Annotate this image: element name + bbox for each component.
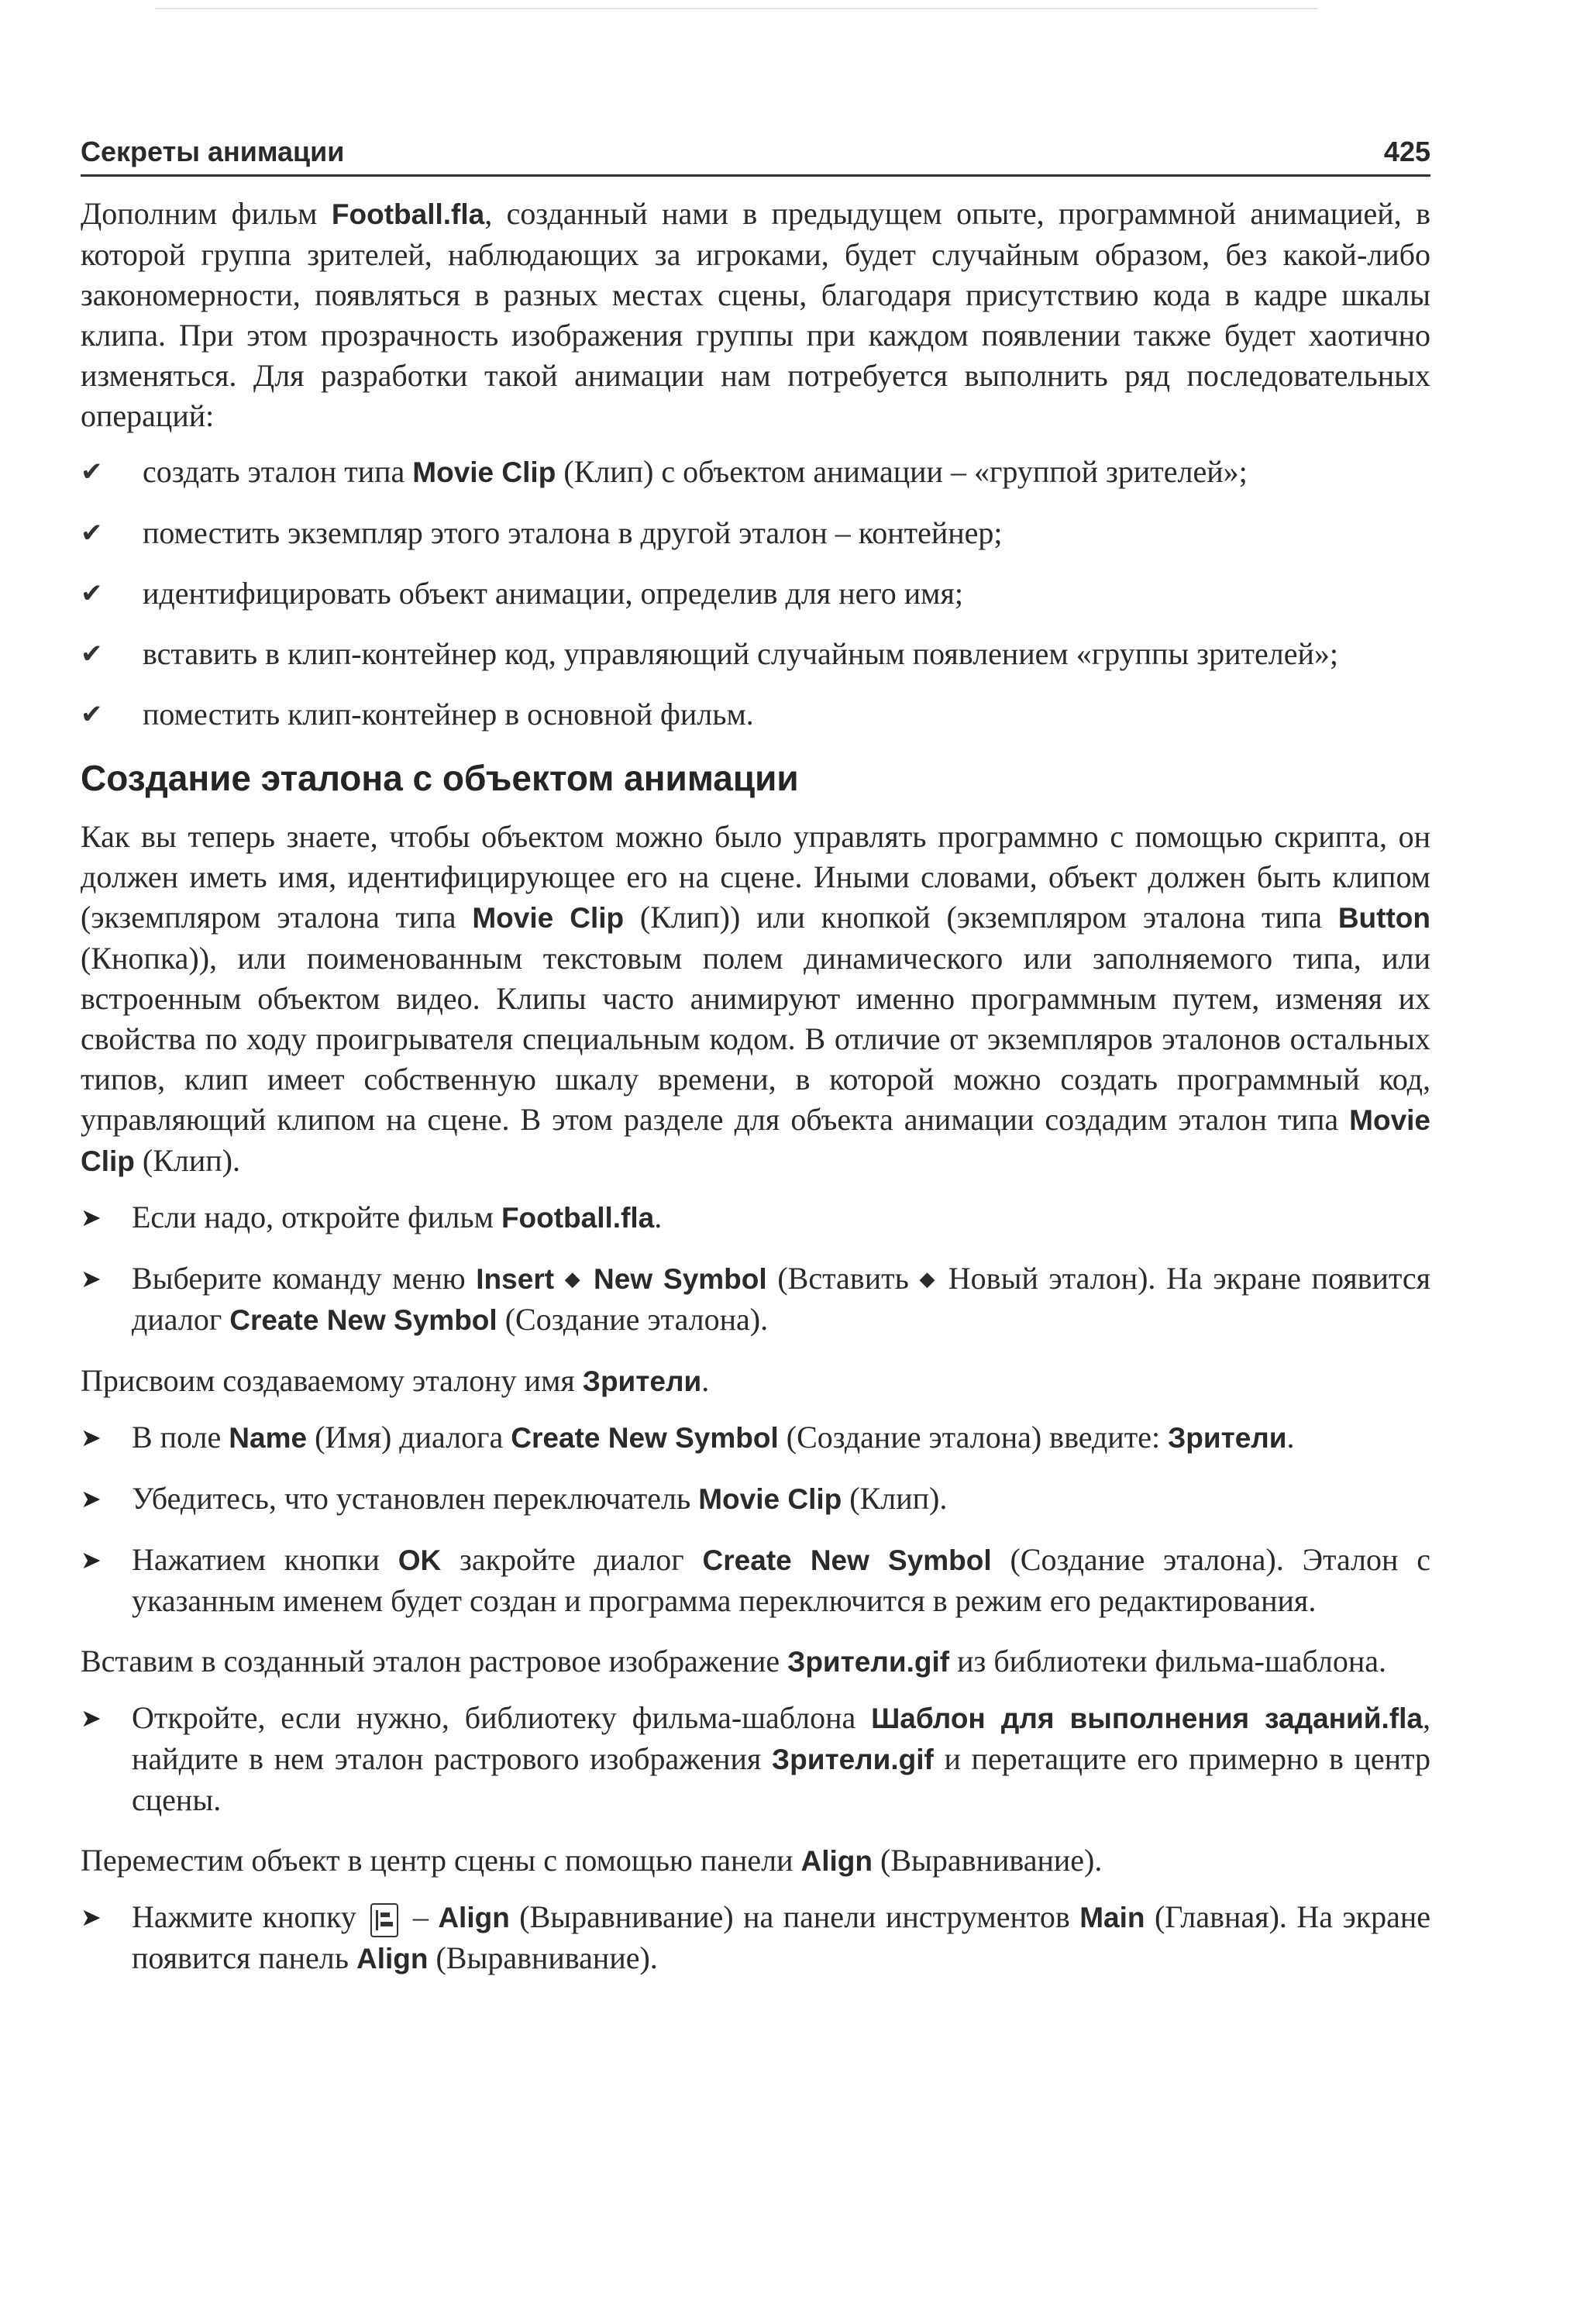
steps-list-3 xyxy=(81,1698,1430,1820)
check-icon: ✔ xyxy=(81,456,103,487)
list-item: ✔ поместить клип-контейнер в основной фильм. xyxy=(81,694,1430,735)
list-item: ✔ поместить экземпляр этого эталона в другой эталон – контейнер; xyxy=(81,513,1430,553)
running-head xyxy=(81,132,1430,177)
step-item: ➤ Нажмите кнопку – Align (Выравнивание) на панели инструментов Main (Главная). На экране появится панель Align (Выравнивание). xyxy=(81,1897,1430,1979)
section-heading: Создание эталона с объектом анимации xyxy=(81,758,799,798)
list-item: ✔ создать эталон типа Movie Clip (Клип) с объектом анимации – «группой зрителей»; xyxy=(81,452,1430,493)
step-item: ➤ Откройте, если нужно, библиотеку фильма-шаблона Шаблон для выполнения заданий.fla, найдите в нем эталон растрового изображения Зрители.gif и перетащите его примерно в центр сцены. xyxy=(81,1698,1430,1820)
chapter-title: Секреты анимации xyxy=(81,136,345,167)
align-button-icon xyxy=(370,1903,398,1937)
diamond-separator-icon: ◆ xyxy=(564,1268,584,1291)
check-icon: ✔ xyxy=(81,518,103,549)
check-icon: ✔ xyxy=(81,578,103,609)
step-item: ➤ Убедитесь, что установлен переключатель Movie Clip (Клип). xyxy=(81,1479,1430,1520)
body-paragraph: Вставим в созданный эталон растровое изображение Зрители.gif из библиотеки фильма-шаблона. xyxy=(81,1644,1387,1678)
steps-list-1 xyxy=(81,1197,1430,1341)
steps-list-4 xyxy=(81,1897,1430,1979)
step-item: ➤ Выберите команду меню Insert ◆ New Symbol (Вставить ◆ Новый эталон). На экране появится диалог Create New Symbol (Создание эталона). xyxy=(81,1258,1430,1341)
page-number: 425 xyxy=(1383,136,1430,167)
book-page xyxy=(81,0,1430,2324)
check-icon: ✔ xyxy=(81,639,103,670)
arrow-icon: ➤ xyxy=(81,1264,102,1293)
intro-paragraph: Дополним фильм Football.fla, созданный нами в предыдущем опыте, программной анимацией, в которой группа зрителей, наблюдающих за игроками, будет случайным образом, без какой-либо закономерности, появляться в разных местах сцены, благодаря присутствию кода в кадре шкалы клипа. При этом прозрачность изображения группы при каждом появлении также будет хаотично изменяться. Для разработки такой анимации нам потребуется выполнить ряд последовательных операций: xyxy=(81,196,1430,433)
list-item: ✔ идентифицировать объект анимации, определив для него имя; xyxy=(81,573,1430,614)
steps-list-2 xyxy=(81,1417,1430,1621)
arrow-icon: ➤ xyxy=(81,1484,102,1513)
check-icon: ✔ xyxy=(81,699,103,730)
operations-checklist xyxy=(81,452,1430,735)
arrow-icon: ➤ xyxy=(81,1703,102,1733)
arrow-icon: ➤ xyxy=(81,1545,102,1575)
body-paragraph: Присвоим создаваемому эталону имя Зрители. xyxy=(81,1363,710,1398)
step-item: ➤ Если надо, откройте фильм Football.fla. xyxy=(81,1197,1430,1238)
body-paragraph: Переместим объект в центр сцены с помощью панели Align (Выравнивание). xyxy=(81,1843,1103,1878)
diamond-separator-icon: ◆ xyxy=(919,1268,938,1291)
page-content xyxy=(81,194,1430,1999)
arrow-icon: ➤ xyxy=(81,1423,102,1452)
list-item: ✔ вставить в клип-контейнер код, управляющий случайным появлением «группы зрителей»; xyxy=(81,634,1430,674)
body-paragraph: Как вы теперь знаете, чтобы объектом можно было управлять программно с помощью скрипта, он должен иметь имя, идентифицирующее его на сцене. Иными словами, объект должен быть клипом (экземпляром эталона типа Movie Clip (Клип)) или кнопкой (экземпляром эталона типа Button (Кнопка)), или поименованным текстовым полем динамического или заполняемого типа, или встроенным объектом видео. Клипы часто анимируют именно программным путем, изменяя их свойства по ходу проигрывателя специальным кодом. В отличие от экземпляров эталонов остальных типов, клип имеет собственную шкалу времени, в которой можно создать программный код, управляющий клипом на сцене. В этом разделе для объекта анимации создадим эталон типа Movie Clip (Клип). xyxy=(81,819,1430,1178)
step-item: ➤ В поле Name (Имя) диалога Create New Symbol (Создание эталона) введите: Зрители. xyxy=(81,1417,1430,1458)
arrow-icon: ➤ xyxy=(81,1203,102,1232)
arrow-icon: ➤ xyxy=(81,1902,102,1932)
step-item: ➤ Нажатием кнопки OK закройте диалог Create New Symbol (Создание эталона). Эталон с указанным именем будет создан и программа переключится в режим его редактирования. xyxy=(81,1540,1430,1621)
